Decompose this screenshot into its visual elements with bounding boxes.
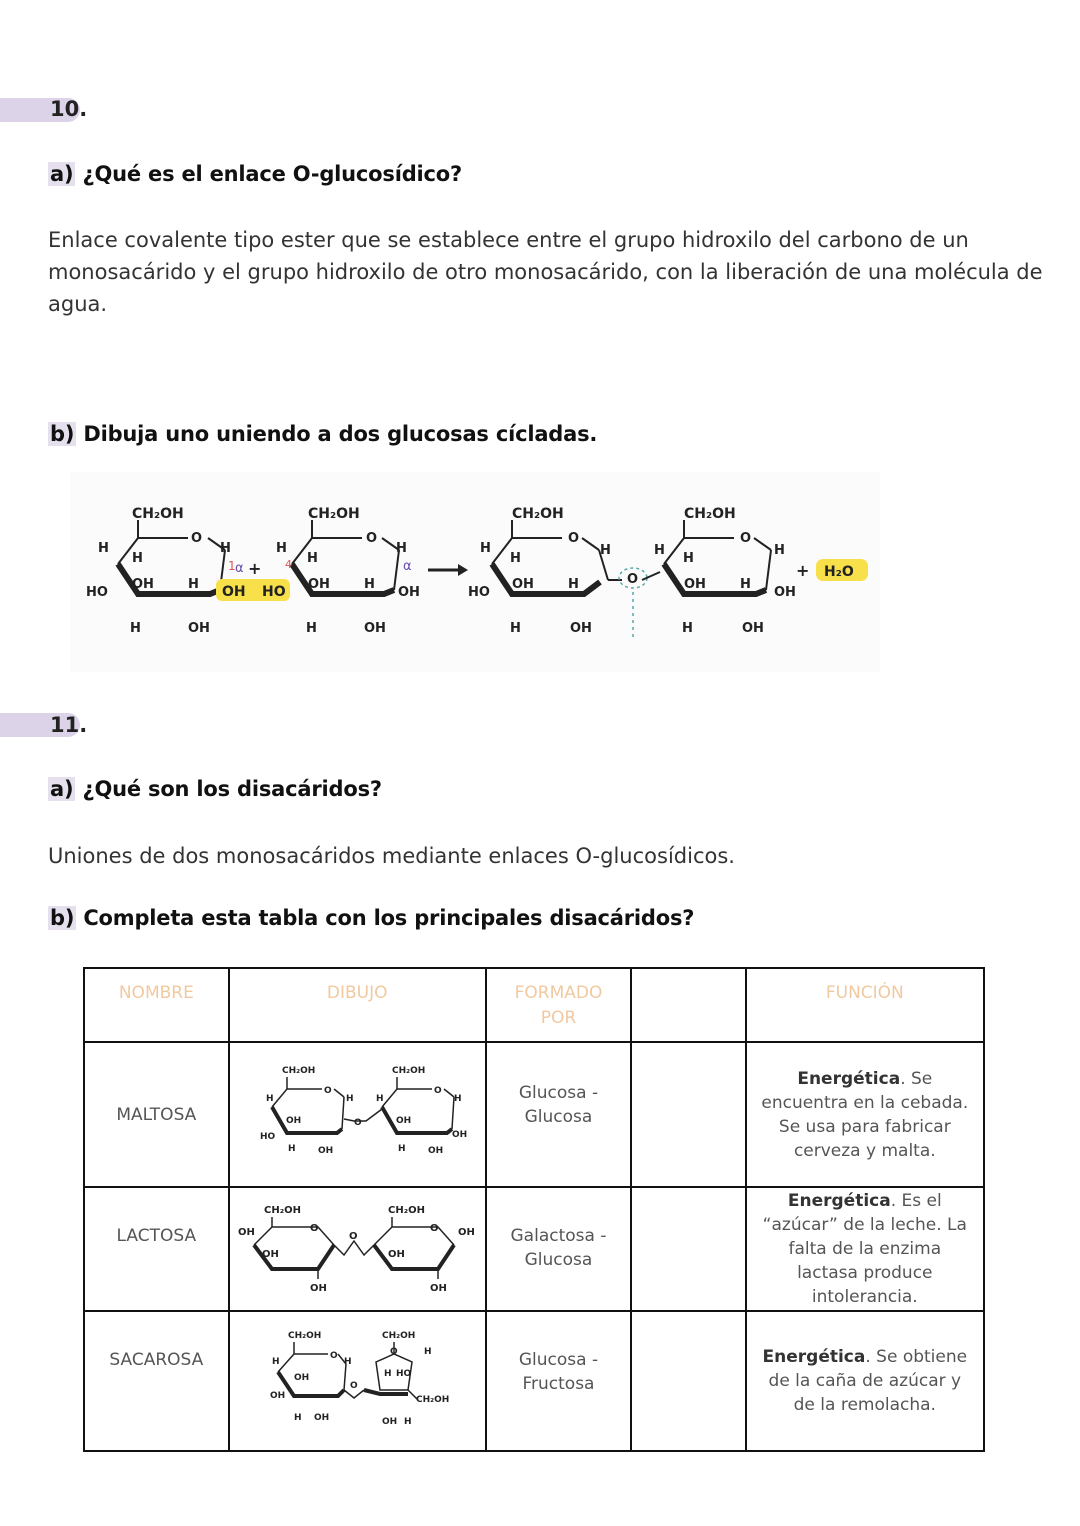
o-label: O [627,572,639,587]
sucrose-structure [242,1324,472,1434]
question-title: Completa esta tabla con los principales disacáridos? [76,906,695,930]
h-label: H [220,541,231,556]
oh-label: OH [742,621,764,636]
h-label: H [266,1094,274,1104]
oh-label: OH [238,1226,256,1238]
disaccharide-name: MALTOSA [84,1042,229,1187]
h-label: H [654,543,665,558]
oh-label: OH [512,577,534,592]
question-b-heading [48,422,597,446]
formed-by-line: Fructosa [522,1374,595,1394]
empty-cell [631,1042,745,1187]
oh-label: OH [188,621,210,636]
formed-by-cell [486,1187,632,1311]
oh-label: OH [308,577,330,592]
oh-label: OH [222,584,246,600]
function-text: . Se obtiene de la caña de azúcar y de la remolacha. [768,1347,968,1415]
header-formed-line: POR [540,1008,577,1028]
oh-label: OH [430,1282,448,1294]
ch2oh-label: CH₂OH [308,506,360,522]
question-letter: a) [50,777,74,801]
o-label: O [330,1350,338,1361]
h-label: H [132,551,143,566]
o-label: O [434,1086,442,1096]
question-letter: b) [50,906,75,930]
o-label: O [310,1222,319,1234]
answer-paragraph: Uniones de dos monosacáridos mediante enlaces O-glucosídicos. [48,844,735,868]
empty-cell [631,1311,745,1451]
ch2oh-label: CH₂OH [282,1066,316,1076]
h-label: H [188,577,199,592]
h-label: H [98,541,109,556]
oh-label: OH [684,577,706,592]
o-label: O [354,1118,362,1128]
formed-by-line: Glucosa - [518,1083,599,1103]
function-bold: Energética [787,1191,891,1211]
maltose-drawing-cell [229,1042,486,1187]
question-title: ¿Qué es el enlace O-glucosídico? [75,162,462,186]
o-label: O [366,531,378,546]
oh-label: OH [310,1282,328,1294]
figure-background [70,472,880,672]
alpha-label: α [235,561,244,576]
h-label: H [344,1356,352,1367]
formed-by-cell [486,1042,632,1187]
empty-cell [631,1187,745,1311]
h-label: H [510,621,521,636]
oh-label: OH [396,1116,412,1126]
function-cell [746,1187,984,1311]
h-label: H [364,577,375,592]
o-label: O [568,531,580,546]
h-label: H [306,621,317,636]
header-name: NOMBRE [84,968,229,1042]
oh-label: OH [318,1146,334,1156]
function-bold: Energética [762,1347,866,1367]
table-header-row [84,968,984,1042]
function-bold: Energética [797,1068,901,1089]
h-label: H [510,551,521,566]
ch2oh-label: CH₂OH [264,1204,302,1216]
formed-by-line: Glucosa [524,1107,593,1127]
h-label: H [346,1094,354,1104]
question-a-heading [48,162,462,186]
ch2oh-label: CH₂OH [288,1330,322,1341]
ho-label: HO [396,1368,412,1379]
o-label: O [349,1230,358,1242]
formed-by-cell [486,1311,632,1451]
ch2oh-label: CH₂OH [684,506,736,522]
formed-by-line: Glucosa [524,1250,593,1270]
oh-label: OH [452,1130,468,1140]
h-label: H [568,577,579,592]
question-a-heading [48,777,382,801]
table-row [84,1187,984,1311]
oh-label: OH [774,585,796,600]
disaccharide-name: LACTOSA [84,1187,229,1311]
h-label: H [376,1094,384,1104]
question-letter: a) [50,162,74,186]
h-label: H [404,1416,412,1427]
ho-label: HO [468,585,490,600]
h-label: H [272,1356,280,1367]
h-label: H [600,543,611,558]
oh-label: OH [132,577,154,592]
sucrose-drawing-cell [229,1311,486,1451]
header-drawing: DIBUJO [229,968,486,1042]
oh-label: OH [382,1416,398,1427]
plus-sign: + [248,559,262,578]
header-empty [631,968,745,1042]
question-b-heading [48,906,694,930]
o-label: O [430,1222,439,1234]
lactose-drawing-cell [229,1187,486,1311]
oh-label: OH [428,1146,444,1156]
function-cell [746,1311,984,1451]
ch2oh-label: CH₂OH [392,1066,426,1076]
carbon-number-label: 1 [228,559,236,573]
water-label: H₂O [824,564,854,580]
question-letter: b) [50,422,75,446]
h-label: H [294,1412,302,1423]
h-label: H [424,1346,432,1357]
o-label: O [390,1346,398,1357]
h-label: H [288,1144,296,1154]
formed-by-line: Galactosa - [510,1226,607,1246]
question-title: Dibuja uno uniendo a dos glucosas cícladas. [76,422,598,446]
oh-label: OH [286,1116,302,1126]
ho-label: HO [86,585,108,600]
formed-by-line: Glucosa - [518,1350,599,1370]
o-label: O [324,1086,332,1096]
h-label: H [740,577,751,592]
oh-label: OH [364,621,386,636]
o-label: O [191,531,203,546]
h-label: H [276,541,287,556]
plus-sign: + [796,561,810,580]
ch2oh-label: CH₂OH [388,1204,426,1216]
header-formed-line: FORMADO [514,983,603,1003]
h-label: H [682,621,693,636]
h-label: H [307,551,318,566]
alpha-label: α [403,559,412,574]
oh-label: OH [314,1412,330,1423]
oh-label: OH [458,1226,476,1238]
ch2oh-label: CH₂OH [416,1394,450,1405]
answer-paragraph: Enlace covalente tipo ester que se establece entre el grupo hidroxilo del carbono de un monosacárido y el grupo hidroxilo de otro monosacárido, con la liberación de una molécula de agua. [48,228,1043,316]
h-label: H [774,543,785,558]
header-formed-by [486,968,632,1042]
oh-label: OH [570,621,592,636]
h-label: H [480,541,491,556]
oh-label: OH [262,1248,280,1260]
glycosidic-bond-diagram [70,472,880,672]
table-row [84,1042,984,1187]
h-label: H [396,541,407,556]
h-label: H [384,1368,392,1379]
ch2oh-label: CH₂OH [512,506,564,522]
table-row [84,1311,984,1451]
o-label: O [740,531,752,546]
ho-label: HO [260,1132,276,1142]
question-number: 11. [50,713,88,737]
disaccharide-name: SACAROSA [84,1311,229,1451]
header-function: FUNCIÓN [746,968,984,1042]
function-text: . Es el “azúcar” de la leche. La falta de la enzima lactasa produce intolerancia. [762,1191,967,1307]
function-cell [746,1042,984,1187]
ch2oh-label: CH₂OH [382,1330,416,1341]
o-label: O [350,1380,358,1391]
maltose-structure [242,1057,472,1167]
carbon-number-label: 4 [285,558,292,571]
disaccharides-table [83,967,985,1452]
oh-label: OH [270,1390,286,1401]
ho-label: HO [262,584,286,600]
oh-label: OH [294,1372,310,1383]
oh-label: OH [388,1248,406,1260]
oh-label: OH [398,585,420,600]
lactose-structure [232,1197,482,1297]
question-title: ¿Qué son los disacáridos? [75,777,382,801]
question-number: 10. [50,97,88,121]
ch2oh-label: CH₂OH [132,506,184,522]
h-label: H [130,621,141,636]
h-label: H [398,1144,406,1154]
h-label: H [454,1094,462,1104]
h-label: H [683,551,694,566]
function-text: . Se encuentra en la cebada. Se usa para fabricar cerveza y malta. [761,1068,969,1161]
